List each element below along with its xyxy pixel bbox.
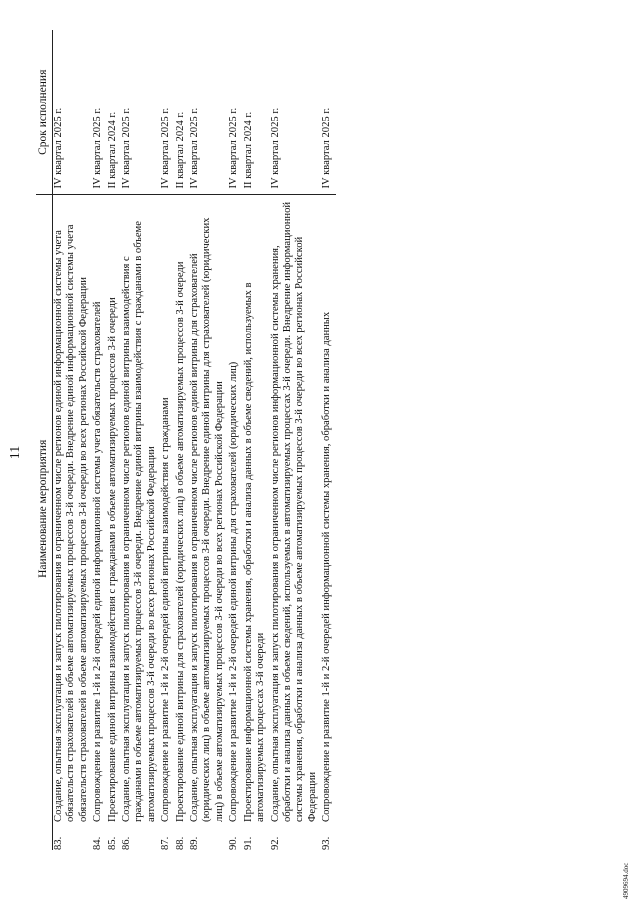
row-measure-name: Проектирование информационной системы хранения, обработки и анализа данных в объеме сведений, используемых в автоматизируемых процессах 3-й очереди bbox=[242, 282, 267, 822]
row-deadline: II квартал 2024 г. bbox=[107, 30, 121, 195]
table-row bbox=[92, 30, 106, 850]
table-row bbox=[270, 30, 322, 850]
row-number: 89. bbox=[189, 836, 201, 850]
row-deadline: IV квартал 2025 г. bbox=[189, 30, 228, 195]
header-measure-name: Наименование мероприятия bbox=[36, 195, 53, 822]
row-measure-name: Создание, опытная эксплуатация и запуск пилотирования в ограниченном числе регионов единой информационной системы учета обязательств страхователей в объеме автоматизируемых процессов 3-й очереди. Внедрение единой информационной системы учета обязательств страхователей в объеме автоматизируемых процессов 3-й очереди во всех регионах Российской Федерации bbox=[53, 224, 89, 822]
row-measure-name: Создание, опытная эксплуатация и запуск пилотирования в ограниченном числе регионов единой витрины взаимодействия с гражданами в объеме автоматизируемых процессов 3-й очереди. Внедрение единой витрины взаимодействия с гражданами в объеме автоматизируемых процессов 3-й очереди во всех регионах Российской Федерации bbox=[121, 221, 157, 822]
header-number bbox=[36, 822, 53, 850]
row-measure-name: Создание, опытная эксплуатация и запуск пилотирования в ограниченном числе регионов единой витрины для страхователей (юридических лиц) в объеме автоматизируемых процессов 3-й очереди. Внедрение единой витрины для страхователей (юридических лиц) в объеме автоматизируемых процессов 3-й очереди во всех регионах Российской Федерации bbox=[189, 217, 225, 822]
page-number: 11 bbox=[8, 445, 23, 460]
measures-table bbox=[36, 30, 336, 850]
table-row bbox=[121, 30, 160, 850]
row-deadline: IV квартал 2025 г. bbox=[228, 30, 242, 195]
table-row bbox=[243, 30, 270, 850]
row-number: 88. bbox=[174, 836, 186, 850]
table-row bbox=[107, 30, 121, 850]
row-measure-name: Проектирование единой витрины взаимодействия с гражданами в объеме автоматизируемых процессов 3-й очереди bbox=[106, 297, 118, 822]
row-number: 93. bbox=[321, 836, 333, 850]
table-row bbox=[160, 30, 174, 850]
table-row bbox=[175, 30, 189, 850]
row-number: 85. bbox=[106, 836, 118, 850]
row-measure-name: Создание, опытная эксплуатация и запуск пилотирования в ограниченном числе регионов информационной системы хранения, обработки и анализа данных в объеме сведений, используемых в автоматизируемых процессах 3-й очереди. Внедрение информационной системы хранения, обработки и анализа данных в объеме автоматизируемых процессов 3-й очереди во всех регионах Российской Федерации bbox=[269, 201, 318, 822]
row-measure-name: Сопровождение и развитие 1-й и 2-й очередей единой информационной системы учета обязательств страхователей bbox=[92, 301, 104, 822]
row-deadline: II квартал 2024 г. bbox=[175, 30, 189, 195]
header-deadline: Срок исполнения bbox=[36, 30, 53, 195]
row-deadline: IV квартал 2025 г. bbox=[270, 30, 322, 195]
row-number: 83. bbox=[53, 836, 64, 850]
row-deadline: IV квартал 2025 г. bbox=[321, 30, 335, 195]
row-measure-name: Проектирование единой витрины для страхователей (юридических лиц) в объеме автоматизируемых процессов 3-й очереди bbox=[174, 261, 186, 822]
row-deadline: IV квартал 2025 г. bbox=[160, 30, 174, 195]
document-file-id: 4909694.doc bbox=[622, 862, 630, 899]
table-row bbox=[53, 30, 93, 850]
table-row bbox=[321, 30, 335, 850]
row-measure-name: Сопровождение и развитие 1-й и 2-й очередей единой витрины для страхователей (юридических лиц) bbox=[228, 361, 240, 822]
row-measure-name: Сопровождение и развитие 1-й и 2-й очередей информационной системы хранения, обработки и анализа данных bbox=[321, 311, 333, 822]
row-number: 90. bbox=[228, 836, 240, 850]
row-deadline: IV квартал 2025 г. bbox=[53, 30, 93, 195]
row-number: 87. bbox=[160, 836, 172, 850]
table-row bbox=[189, 30, 228, 850]
row-number: 84. bbox=[92, 836, 104, 850]
row-measure-name: Сопровождение и развитие 1-й и 2-й очередей единой витрины взаимодействия с гражданами bbox=[160, 397, 172, 822]
table-header-row bbox=[36, 30, 53, 850]
row-deadline: II квартал 2024 г. bbox=[243, 30, 270, 195]
table-row bbox=[228, 30, 242, 850]
row-number: 86. bbox=[121, 836, 133, 850]
row-number: 92. bbox=[269, 836, 281, 850]
row-deadline: IV квартал 2025 г. bbox=[92, 30, 106, 195]
row-deadline: IV квартал 2025 г. bbox=[121, 30, 160, 195]
row-number: 91. bbox=[242, 836, 254, 850]
